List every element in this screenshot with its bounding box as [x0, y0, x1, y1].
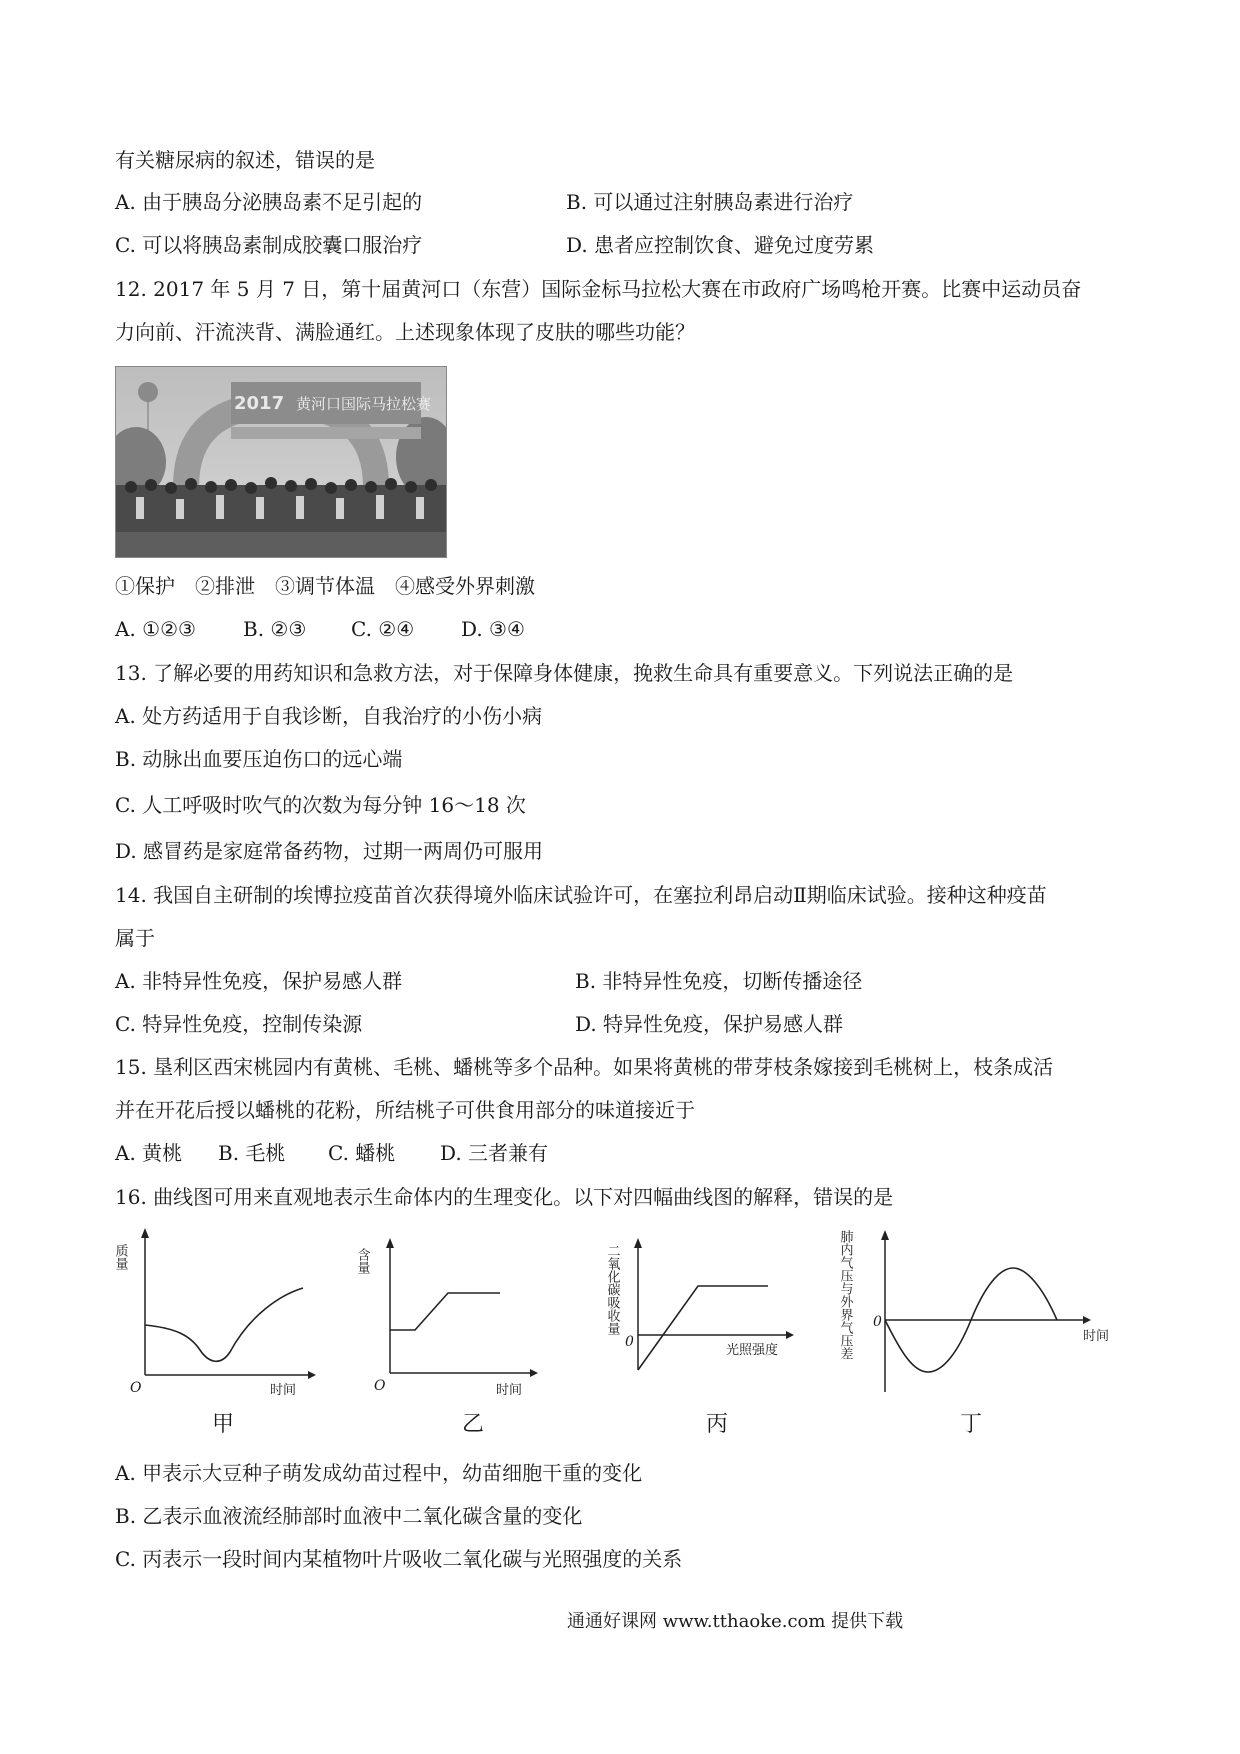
graph-yi-label: 乙	[462, 1412, 485, 1437]
graph-jia-label: 甲	[212, 1412, 235, 1437]
graph-yi-xlabel: 时间	[496, 1383, 523, 1398]
graph-ding-xlabel: 时间	[1083, 1329, 1110, 1344]
q15-option-c: C. 蟠桃	[328, 1141, 396, 1165]
photo-banner-text: 黄河口国际马拉松赛	[296, 395, 432, 413]
q15-stem-line2: 并在开花后授以蟠桃的花粉，所结桃子可供食用部分的味道接近于	[115, 1098, 695, 1122]
q13-option-c: C. 人工呼吸时吹气的次数为每分钟 16～18 次	[115, 793, 526, 817]
q12-stem-line1: 12. 2017 年 5 月 7 日，第十届黄河口（东营）国际金标马拉松大赛在市政府广场鸣枪开赛。比赛中运动员奋	[115, 277, 1082, 301]
q16-stem: 16. 曲线图可用来直观地表示生命体内的生理变化。以下对四幅曲线图的解释，错误的是	[115, 1185, 894, 1209]
graph-jia-xlabel: 时间	[270, 1383, 297, 1398]
graph-ding-origin: 0	[873, 1314, 882, 1330]
q12-option-c: C. ②④	[351, 617, 415, 641]
q11-option-d: D. 患者应控制饮食、避免过度劳累	[566, 233, 875, 257]
graph-bing	[604, 1230, 798, 1394]
q13-option-a: A. 处方药适用于自我诊断，自我治疗的小伤小病	[115, 704, 543, 728]
q11-option-b: B. 可以通过注射胰岛素进行治疗	[566, 190, 854, 214]
q14-stem-line1: 14. 我国自主研制的埃博拉疫苗首次获得境外临床试验许可，在塞拉利昂启动Ⅱ期临床试验。接种这种疫苗	[115, 883, 1047, 907]
q12-option-b: B. ②③	[243, 617, 307, 641]
q14-option-d: D. 特异性免疫，保护易感人群	[575, 1012, 844, 1036]
graph-ding	[837, 1222, 1123, 1406]
q13-option-b: B. 动脉出血要压迫伤口的远心端	[115, 747, 403, 771]
q12-stem-line2: 力向前、汗流浃背、满脸通红。上述现象体现了皮肤的哪些功能？	[115, 320, 695, 344]
q13-option-d: D. 感冒药是家庭常备药物，过期一两周仍可服用	[115, 839, 544, 863]
graph-bing-ylabel: 二氧化碳吸收量	[604, 1244, 620, 1335]
q15-option-b: B. 毛桃	[218, 1141, 286, 1165]
q14-stem-line2: 属于	[115, 926, 155, 950]
graph-bing-origin: 0	[625, 1334, 634, 1350]
graph-jia	[112, 1220, 320, 1404]
graph-jia-origin: O	[130, 1380, 142, 1396]
q12-items: ①保护 ②排泄 ③调节体温 ④感受外界刺激	[115, 574, 535, 598]
q12-options	[115, 615, 525, 643]
q15-option-a: A. 黄桃	[115, 1141, 183, 1165]
q15-options	[115, 1139, 548, 1167]
q14-option-c: C. 特异性免疫，控制传染源	[115, 1012, 363, 1036]
graph-bing-xlabel: 光照强度	[726, 1343, 779, 1358]
q11-stem: 有关糖尿病的叙述，错误的是	[115, 148, 375, 172]
graph-ding-ylabel: 肺内气压与外界气压差	[837, 1230, 853, 1360]
q15-option-d: D. 三者兼有	[440, 1141, 549, 1165]
graph-yi-ylabel: 含量	[354, 1248, 370, 1274]
q11-option-a: A. 由于胰岛分泌胰岛素不足引起的	[115, 190, 423, 214]
graph-yi	[354, 1230, 550, 1404]
q12-option-d: D. ③④	[461, 617, 525, 641]
q14-option-b: B. 非特异性免疫，切断传播途径	[575, 969, 863, 993]
graph-ding-label: 丁	[960, 1412, 983, 1437]
graph-bing-label: 丙	[706, 1412, 729, 1437]
marathon-photo	[115, 366, 447, 558]
q16-option-c: C. 丙表示一段时间内某植物叶片吸收二氧化碳与光照强度的关系	[115, 1547, 683, 1571]
q11-option-c: C. 可以将胰岛素制成胶囊口服治疗	[115, 233, 423, 257]
q12-option-a: A. ①②③	[115, 617, 196, 641]
q16-option-a: A. 甲表示大豆种子萌发成幼苗过程中，幼苗细胞干重的变化	[115, 1461, 643, 1485]
photo-year-text: 2017	[234, 393, 285, 414]
graph-jia-ylabel: 质量	[112, 1244, 128, 1270]
graph-jia-curve	[145, 1288, 303, 1361]
q13-stem: 13. 了解必要的用药知识和急救方法，对于保障身体健康，挽救生命具有重要意义。下列说法正确的是	[115, 661, 1014, 685]
graph-yi-origin: O	[374, 1378, 386, 1394]
q15-stem-line1: 15. 垦利区西宋桃园内有黄桃、毛桃、蟠桃等多个品种。如果将黄桃的带芽枝条嫁接到毛桃树上，枝条成活	[115, 1055, 1054, 1079]
q16-option-b: B. 乙表示血液流经肺部时血液中二氧化碳含量的变化	[115, 1504, 583, 1528]
footer-source: 通通好课网 www.tthaoke.com 提供下载	[567, 1611, 904, 1632]
graph-yi-curve	[390, 1293, 500, 1330]
q14-option-a: A. 非特异性免疫，保护易感人群	[115, 969, 403, 993]
